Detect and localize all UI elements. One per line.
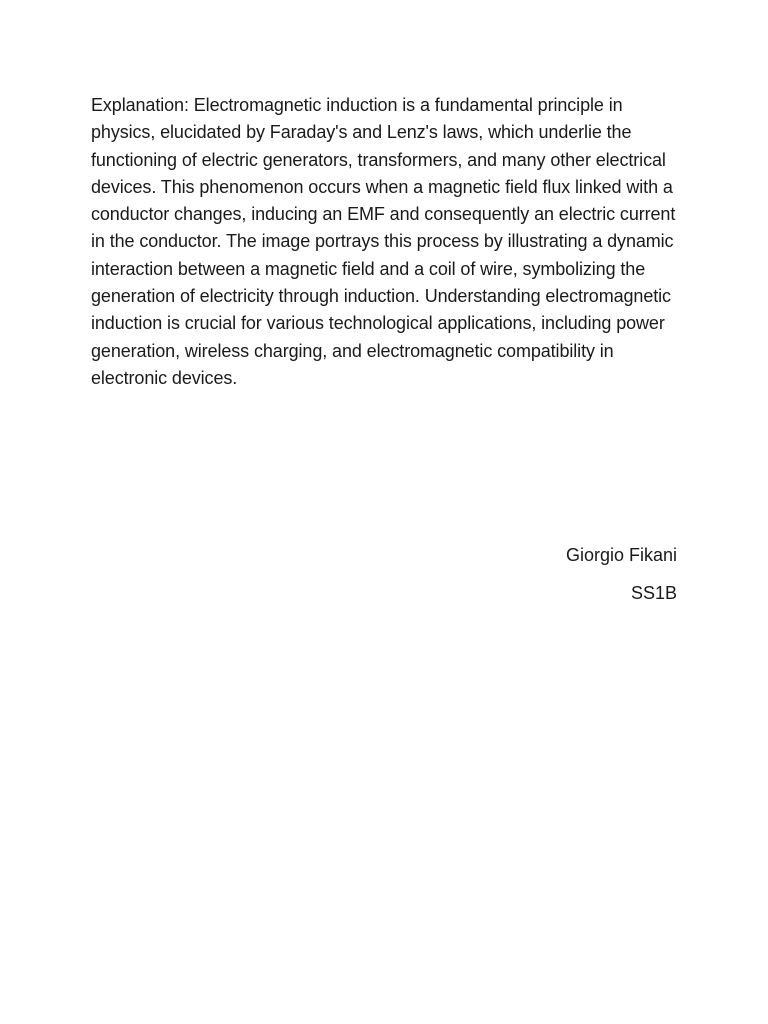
author-name: Giorgio Fikani: [565, 545, 677, 565]
class-code: SS1B: [630, 583, 677, 603]
explanation-paragraph: Explanation: Electromagnetic induction is a fundamental principle in physics, elucidated by Faraday's and Lenz's laws, which underlie the functioning of electric generators, transformers, and many other electrical devices. This phenomenon occurs when a magnetic field flux linked with a conductor changes, inducing an EMF and consequently an electric current in the conductor. The image portrays this process by illustrating a dynamic interaction between a magnetic field and a coil of wire, symbolizing the generation of electricity through induction. Understanding electromagnetic induction is crucial for various technological applications, including power generation, wireless charging, and electromagnetic compatibility in electronic devices.: [91, 95, 676, 388]
